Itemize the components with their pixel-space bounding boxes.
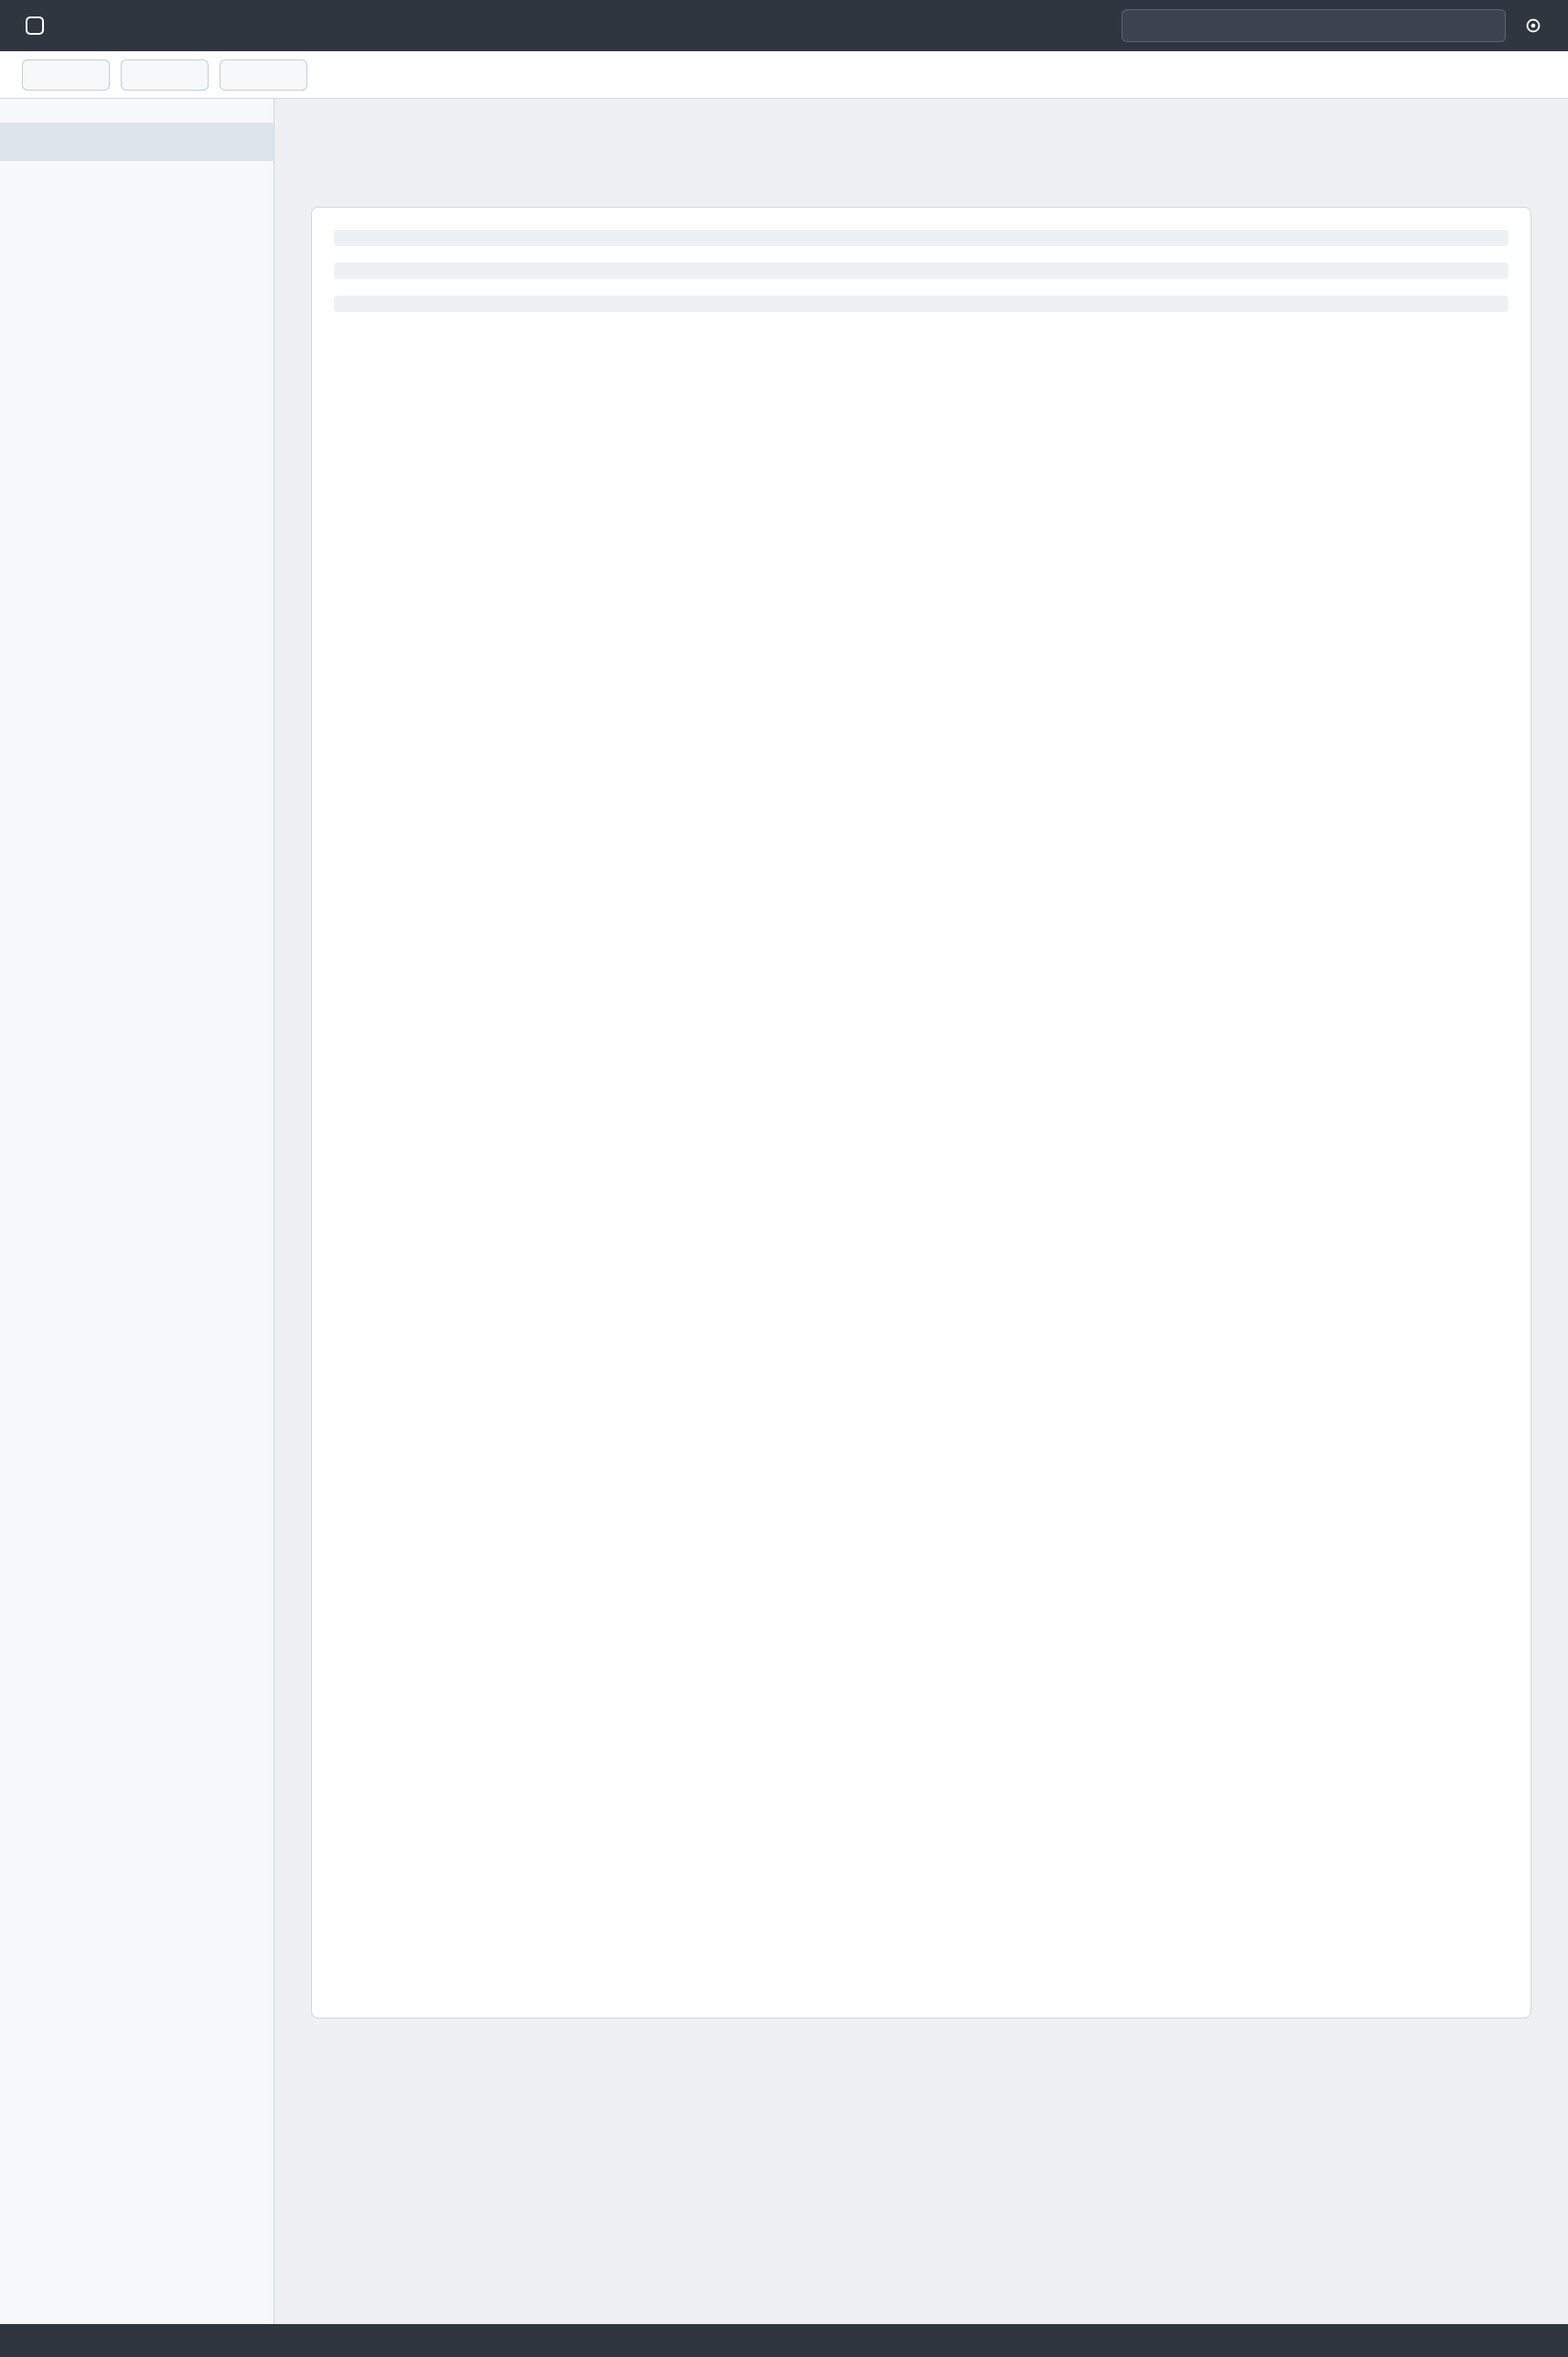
sidebar-heading (0, 113, 274, 123)
toolbar (0, 51, 1568, 99)
sidebar-item-6[interactable] (0, 315, 274, 353)
toolbar-button-3[interactable] (220, 59, 307, 91)
content-placeholder (334, 230, 1509, 246)
toolbar-button-2[interactable] (121, 59, 209, 91)
main-panel (274, 99, 1568, 2324)
sidebar-item-3[interactable] (0, 199, 274, 238)
content-area (0, 99, 1568, 2324)
sidebar (0, 99, 274, 2324)
search-input[interactable] (1122, 9, 1506, 42)
content-placeholder (334, 296, 1509, 312)
sidebar-item-4[interactable] (0, 238, 274, 276)
app-logo-icon (22, 13, 48, 38)
sidebar-item-5[interactable] (0, 276, 274, 315)
toolbar-button-1[interactable] (22, 59, 110, 91)
page-title (311, 128, 1531, 159)
sidebar-item-2[interactable] (0, 161, 274, 199)
content-panel (311, 207, 1531, 2018)
page-subtitle (311, 167, 1531, 185)
sidebar-item-1[interactable] (0, 123, 274, 161)
content-placeholder (334, 263, 1509, 279)
title-bar (0, 0, 1568, 51)
settings-icon[interactable] (1520, 13, 1546, 38)
status-bar (0, 2324, 1568, 2357)
